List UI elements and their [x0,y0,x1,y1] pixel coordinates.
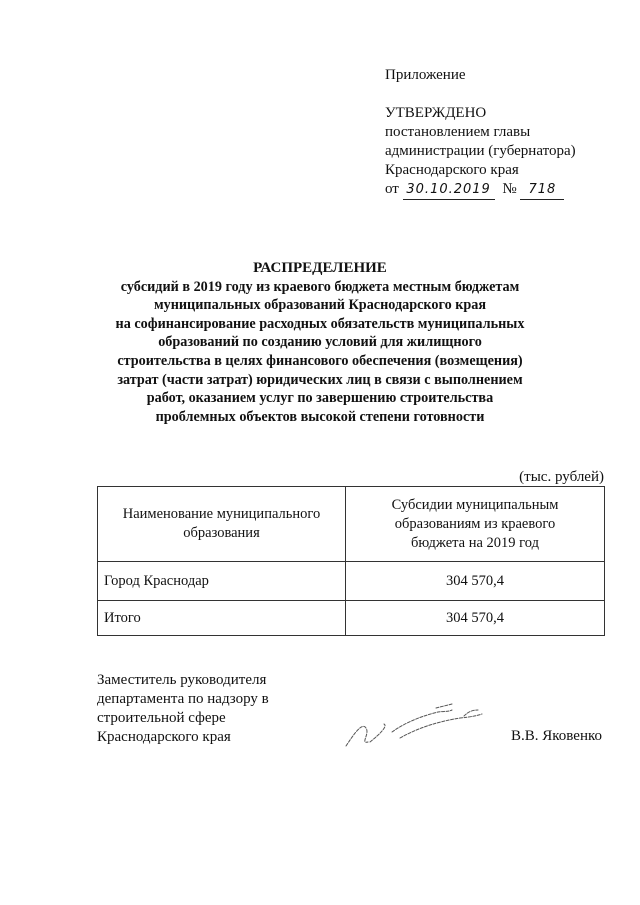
signatory-line: Заместитель руководителя [97,672,267,688]
signatory-line: строительной сфере [97,710,226,726]
approval-date-row [385,180,576,199]
date-value [403,180,495,200]
date-prefix: от [385,181,399,197]
title-line: проблемных объектов высокой степени готовности [155,408,485,425]
row-name: Итого [98,601,346,636]
signatory-line: Краснодарского края [97,729,231,745]
header-subsidy: Субсидии муниципальным образованиям из краевого бюджета на 2019 год [346,487,605,562]
signatory-line: департамента по надзору в [97,691,269,707]
title-line: муниципальных образований Краснодарского края [153,297,487,314]
document-title [110,259,530,426]
number-value [520,180,564,200]
row-name: Город Краснодар [98,562,346,601]
title-line: строительства в целях финансового обеспечения (возмещения) [117,352,523,369]
subsidy-table [97,486,605,636]
signatory-name: В.В. Яковенко [511,728,602,744]
signatory-block [97,671,269,747]
header-municipality: Наименование муниципального образования [98,487,346,562]
handwritten-date: 30.10.2019 [406,182,491,197]
title-line: субсидий в 2019 году из краевого бюджета местным бюджетам [120,278,520,295]
table-row [98,562,605,601]
row-value: 304 570,4 [346,601,605,636]
title-line: работ, оказанием услуг по завершению строительства [146,390,494,407]
approved-label: УТВЕРЖДЕНО [385,105,487,121]
title-line: затрат (части затрат) юридических лиц в связи с выполнением [117,371,523,388]
title-line: образований по созданию условий для жилищного [158,334,482,351]
approval-line-3: Краснодарского края [385,162,519,178]
handwritten-number: 718 [528,182,557,197]
approval-block [385,66,576,199]
handwritten-signature [340,698,500,758]
approval-line-2: администрации (губернатора) [385,143,576,159]
row-value: 304 570,4 [346,562,605,601]
appendix-label: Приложение [385,67,466,83]
title-line: на софинансирование расходных обязательств муниципальных [115,315,525,332]
number-prefix: № [502,181,517,197]
table-total-row [98,601,605,636]
approval-line-1: постановлением главы [385,124,531,140]
title-heading: РАСПРЕДЕЛЕНИЕ [253,260,387,276]
table-header-row [98,487,605,562]
units-label: (тыс. рублей) [519,469,604,485]
